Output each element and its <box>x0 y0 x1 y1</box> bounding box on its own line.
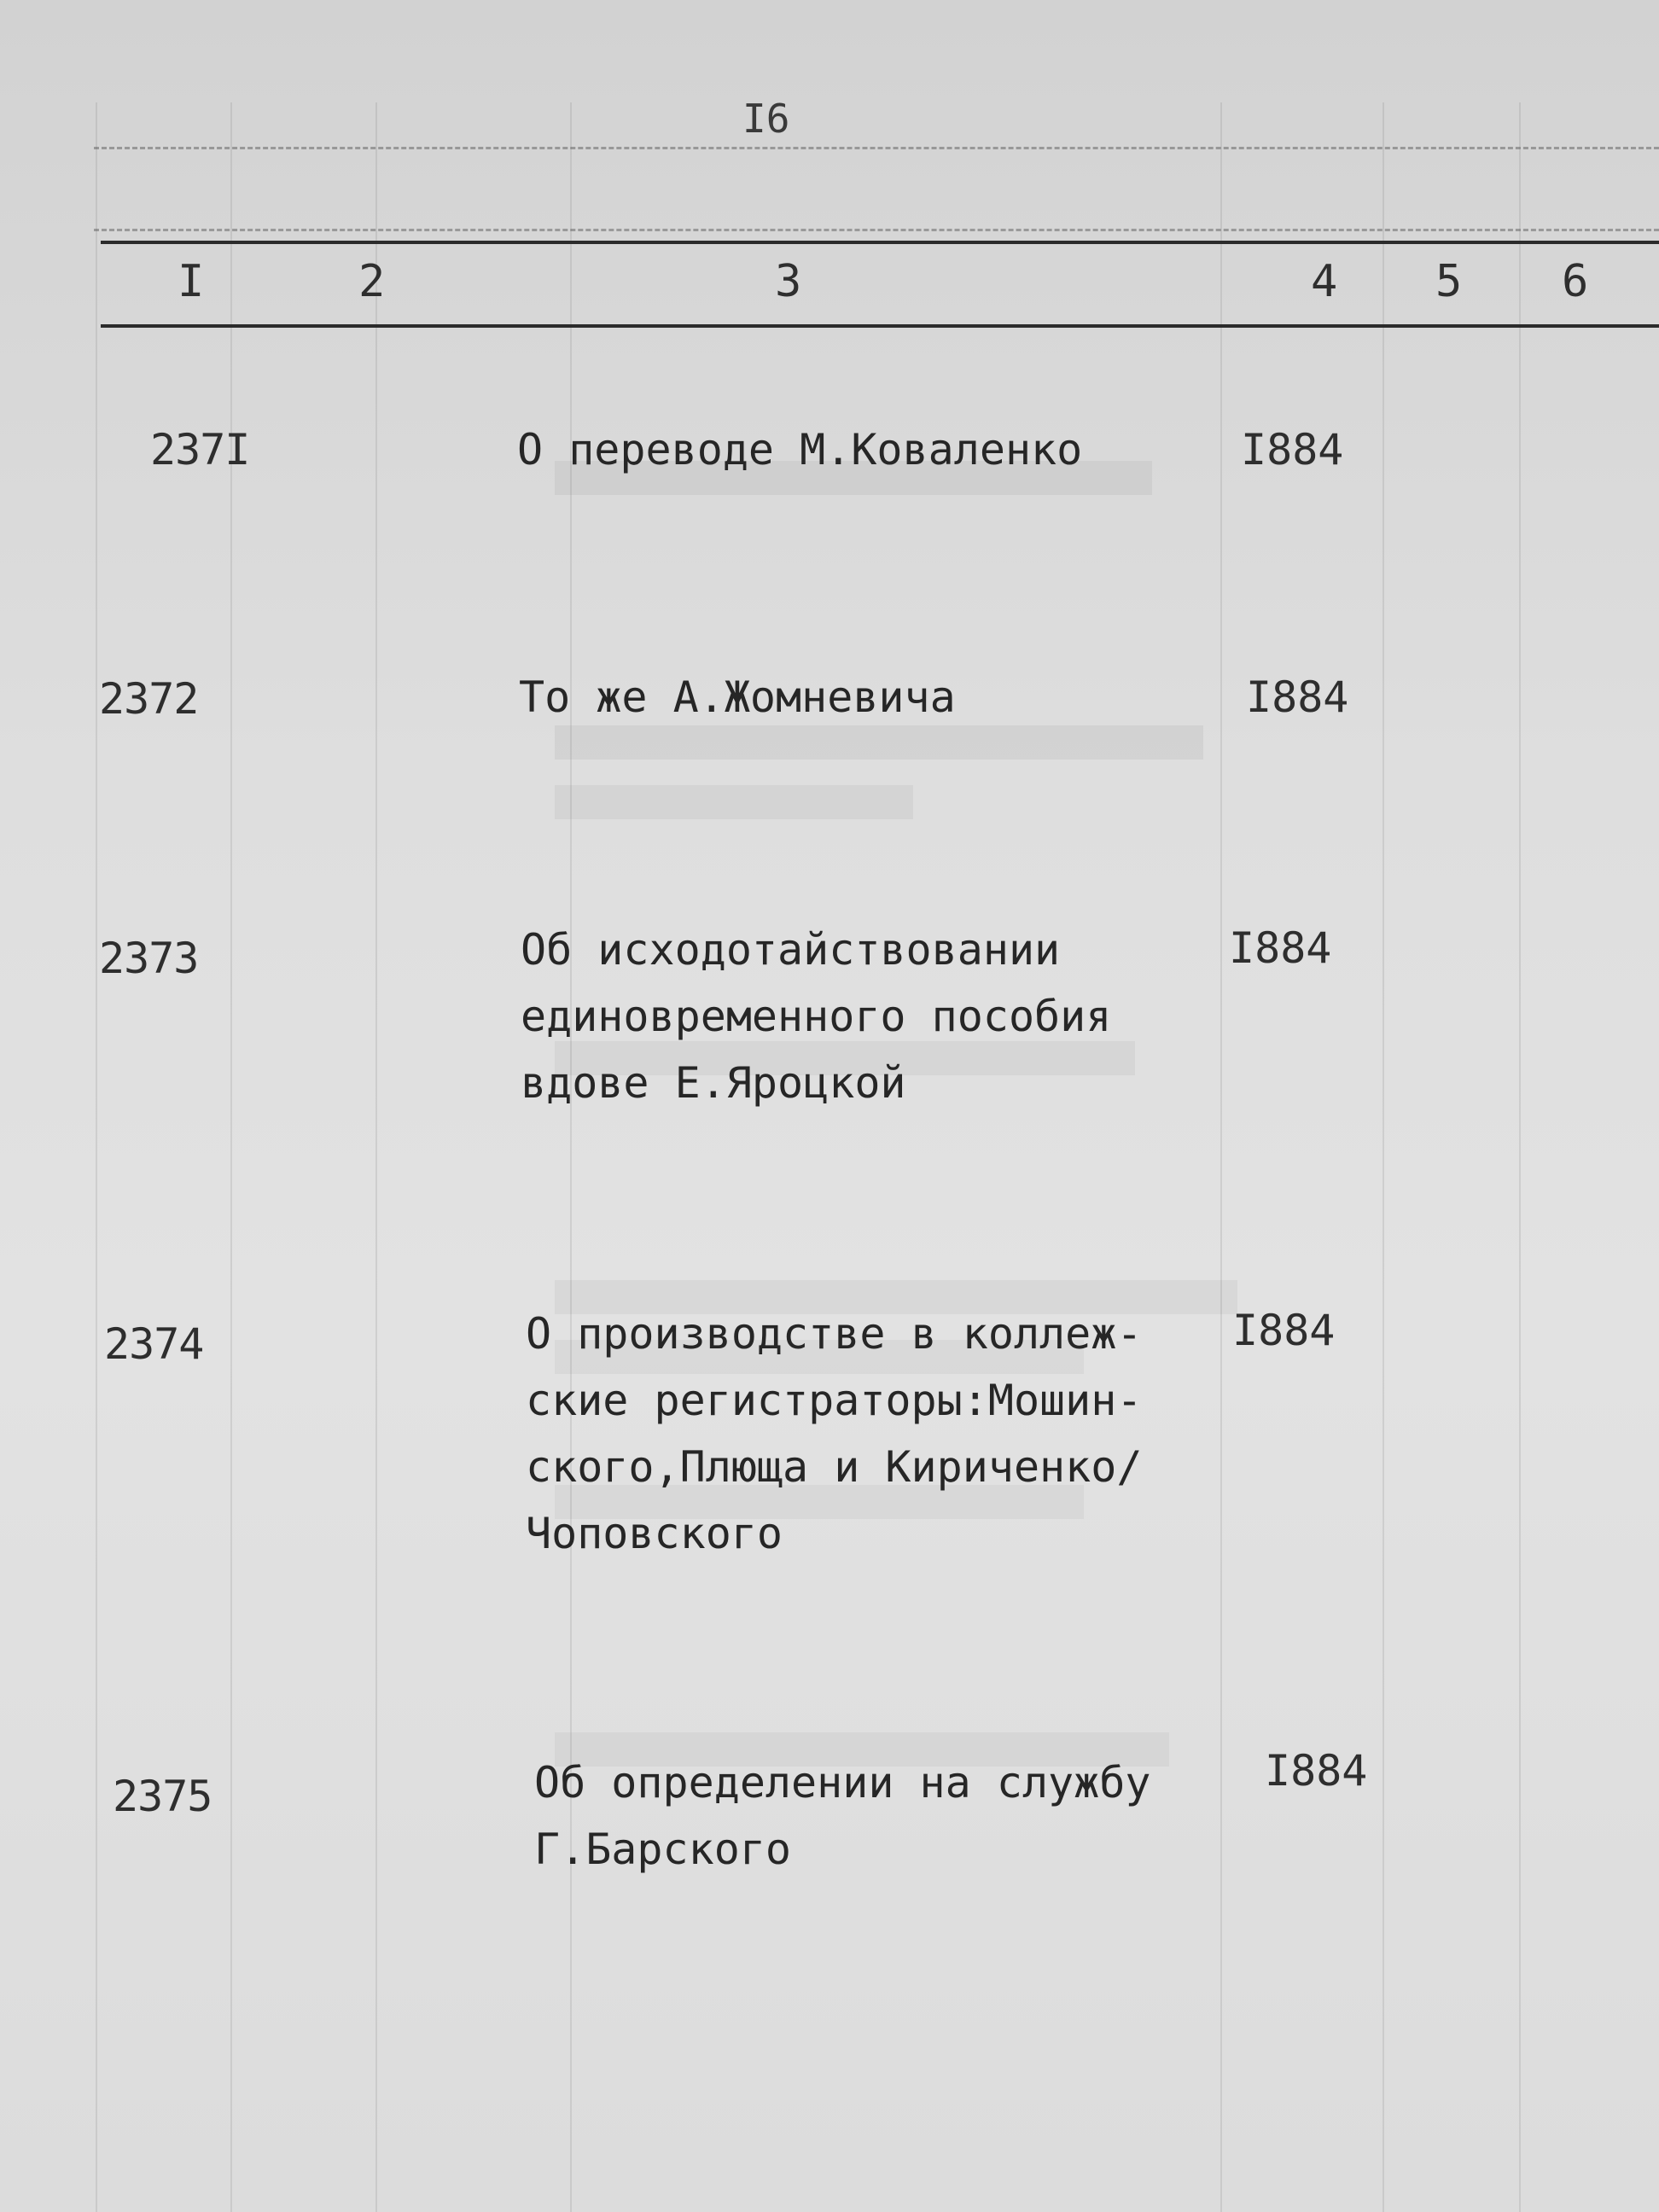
column-divider <box>375 102 377 2212</box>
entry-title-line: Г.Барского <box>534 1825 792 1874</box>
column-divider <box>1519 102 1521 2212</box>
column-divider <box>230 102 232 2212</box>
entry-title-line: ские регистраторы:Мошин- <box>526 1376 1143 1425</box>
entry-title-line: О производстве в коллеж- <box>526 1309 1143 1359</box>
bleed-through-mark <box>555 785 913 819</box>
column-divider <box>96 102 97 2212</box>
page-number: I6 <box>742 96 790 142</box>
column-header-3: 3 <box>775 256 802 307</box>
column-header-4: 4 <box>1311 256 1338 307</box>
column-header-5: 5 <box>1435 256 1463 307</box>
entry-title <box>517 416 1082 483</box>
entry-title <box>519 664 956 731</box>
bleed-through-mark <box>555 725 1203 760</box>
column-divider <box>1382 102 1384 2212</box>
header-dashed-line <box>94 229 1659 231</box>
entry-title-line: Об исходотайствовании <box>521 925 1061 975</box>
entry-title-line: Об определении на службу <box>534 1758 1151 1807</box>
entry-title-line: Чоповского <box>526 1509 783 1558</box>
entry-title-line: ского,Плюща и Кириченко/ <box>526 1442 1143 1492</box>
entry-title <box>534 1749 1150 1883</box>
header-bottom-rule <box>101 324 1659 328</box>
entry-year: I884 <box>1232 1306 1336 1355</box>
header-dashed-line <box>94 147 1659 149</box>
entry-year: I884 <box>1241 425 1344 474</box>
entry-year: I884 <box>1229 923 1332 973</box>
entry-number: 237I <box>150 425 250 474</box>
entry-number: 2373 <box>99 934 199 983</box>
entry-title <box>521 917 1111 1116</box>
entry-title-line: единовременного пособия <box>521 992 1112 1041</box>
entry-number: 2375 <box>113 1772 212 1821</box>
entry-year: I884 <box>1265 1746 1368 1796</box>
header-top-rule <box>101 241 1659 244</box>
entry-title-line: О переводе М.Коваленко <box>517 425 1083 474</box>
column-header-2: 2 <box>358 256 386 307</box>
entry-title-line: вдове Е.Яроцкой <box>521 1058 906 1108</box>
column-header-1: I <box>178 256 205 307</box>
column-divider <box>1220 102 1222 2212</box>
entry-title <box>526 1301 1142 1567</box>
entry-year: I884 <box>1246 672 1349 722</box>
entry-title-line: То же А.Жомневича <box>519 672 956 722</box>
entry-number: 2374 <box>104 1319 204 1369</box>
column-header-6: 6 <box>1562 256 1589 307</box>
entry-number: 2372 <box>99 674 199 724</box>
